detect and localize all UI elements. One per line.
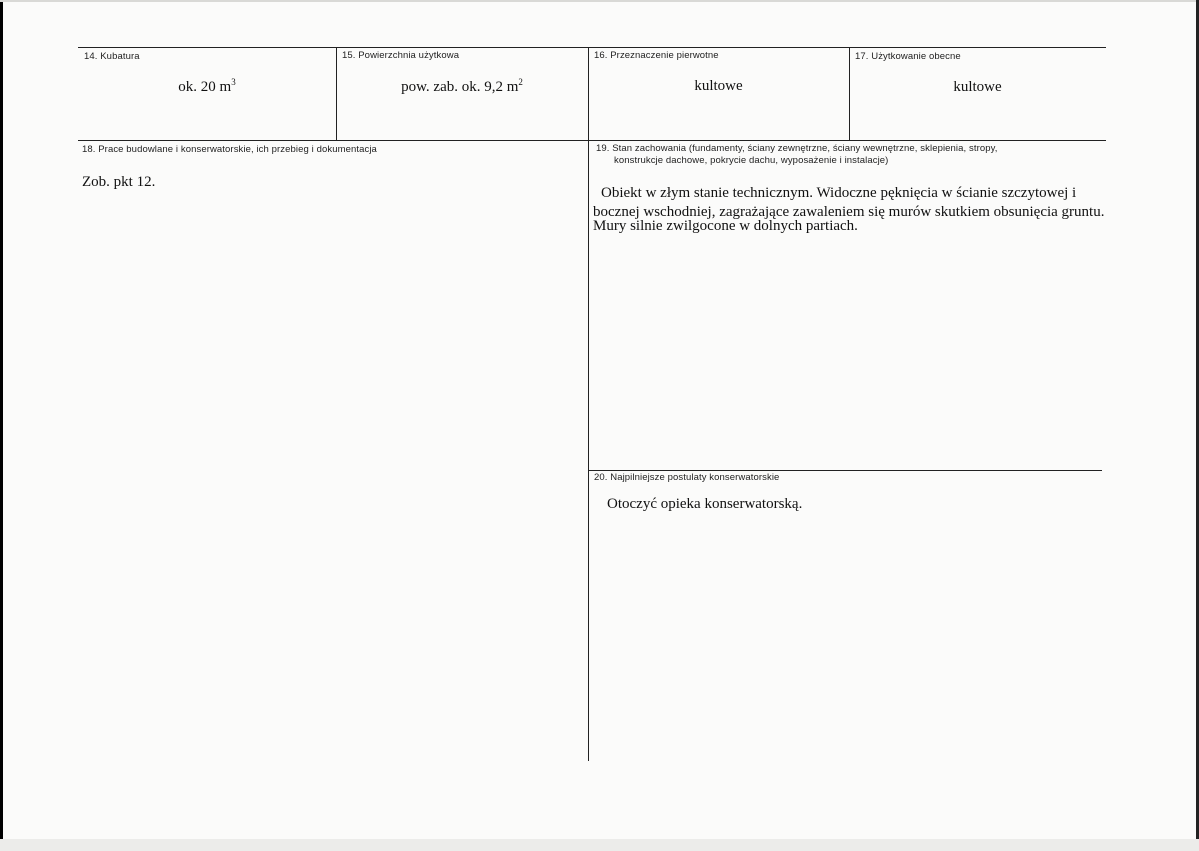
field-14-label: 14. Kubatura xyxy=(84,51,140,62)
field-18-value: Zob. pkt 12. xyxy=(82,174,156,190)
field-15-label: 15. Powierzchnia użytkowa xyxy=(342,50,460,61)
field-20-value: Otoczyć opieka konserwatorską. xyxy=(607,496,803,512)
scan-edge-top xyxy=(0,0,1199,2)
scan-edge-bottom xyxy=(0,839,1199,851)
field-16-label: 16. Przeznaczenie pierwotne xyxy=(594,50,719,61)
field-19-value-line3: Mury silnie zwilgocone w dolnych partiach. xyxy=(593,218,858,234)
rule-field-20 xyxy=(588,470,1102,471)
rule-row1-bottom xyxy=(78,140,1106,141)
field-19-value-line2: bocznej wschodniej, zagrażające zawaleniem się murów skutkiem obsunięcia gruntu. xyxy=(593,204,1105,220)
rule-top xyxy=(78,47,1106,48)
field-15-value: pow. zab. ok. 9,2 $m^2$ xyxy=(401,77,523,95)
field-17-label: 17. Użytkowanie obecne xyxy=(855,51,961,62)
scan-edge-left xyxy=(0,0,3,851)
field-19-label-line1: 19. Stan zachowania (fundamenty, ściany zewnętrzne, ściany wewnętrzne, sklepienia, stropy, xyxy=(596,143,998,154)
field-14-value: ok. 20 $m^3$ xyxy=(178,77,236,95)
field-19-label-line2: konstrukcje dachowe, pokrycie dachu, wyposażenie i instalacje) xyxy=(614,155,889,166)
field-17-value: kultowe xyxy=(953,79,1002,95)
divider-18-19 xyxy=(588,140,589,761)
field-20-label: 20. Najpilniejsze postulaty konserwatorskie xyxy=(594,472,780,483)
field-19-value-line1: Obiekt w złym stanie technicznym. Widoczne pęknięcia w ścianie szczytowej i xyxy=(601,185,1077,201)
field-16-value: kultowe xyxy=(694,78,743,94)
field-18-label: 18. Prace budowlane i konserwatorskie, ich przebieg i dokumentacja xyxy=(82,144,377,155)
